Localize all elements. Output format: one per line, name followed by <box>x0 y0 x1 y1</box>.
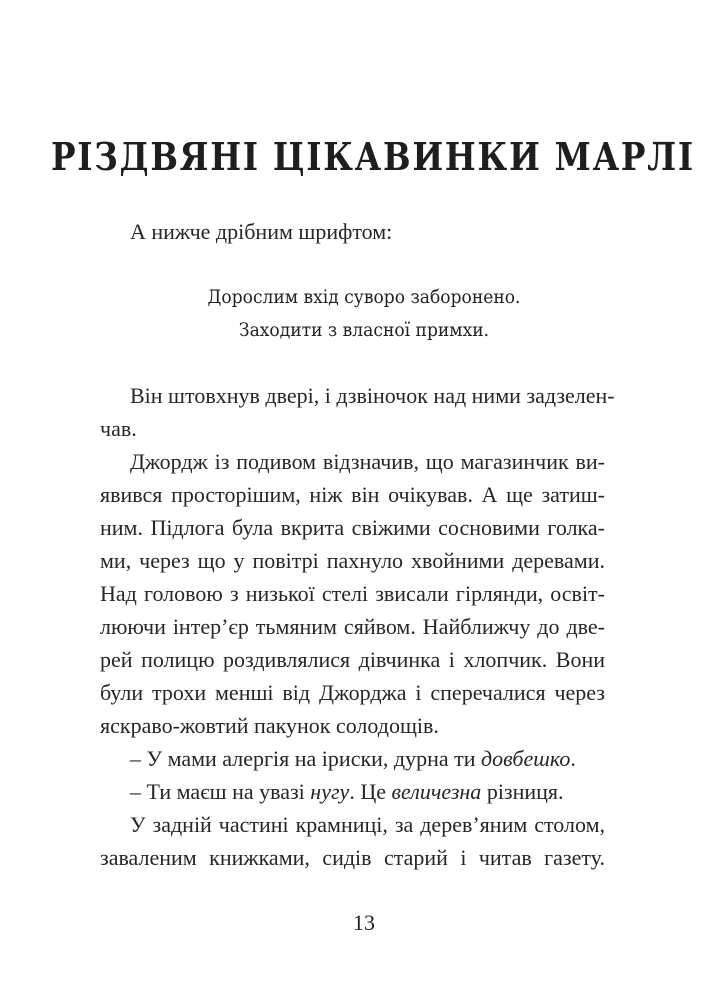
dialog-text: – У мами алергія на іриски, дурна ти <box>130 746 482 771</box>
dialog-italic: нугу <box>310 779 350 804</box>
dialog-text: . <box>570 746 576 771</box>
chapter-title: РІЗДВЯНІ ЦІКАВИНКИ МАРЛІ <box>50 134 695 179</box>
dialog-text: . Це <box>349 779 392 804</box>
dialog-italic: величезна <box>391 779 482 804</box>
dialog-line-1 <box>130 745 576 773</box>
dialog-italic: довбешко <box>481 746 571 771</box>
notice-line-2: Заходити з власної примхи. <box>238 319 490 341</box>
paragraph-line: були трохи менші від Джорджа і сперечалися через <box>100 680 605 705</box>
dialog-text: – Ти маєш на увазі <box>130 779 311 804</box>
paragraph-line: чав. <box>100 416 137 441</box>
dialog-line-2 <box>130 778 564 806</box>
paragraph-line: Джордж із подивом відзначив, що магазинчик ви- <box>130 449 605 474</box>
paragraph-line: ним. Підлога була вкрита свіжими сосновими голка- <box>100 515 605 540</box>
paragraph-line: яскраво-жовтий пакунок солодощів. <box>100 713 439 738</box>
paragraph-line: ми, через що у повітрі пахнуло хвойними деревами. <box>100 548 605 573</box>
paragraph-line: рей полицю роздивлялися дівчинка і хлопчик. Вони <box>100 647 605 672</box>
dialog-text: різниця. <box>481 779 564 804</box>
paragraph-line: Він штовхнув двері, і дзвіночок над ними задзелен- <box>130 383 615 408</box>
page-number: 13 <box>353 910 375 935</box>
paragraph-line: люючи інтер’єр тьмяним сяйвом. Найближчу до две- <box>100 614 605 639</box>
paragraph-line: У задній частині крамниці, за дерев’яним столом, <box>130 812 605 837</box>
paragraph-line: явився просторішим, ніж він очікував. А ще затиш- <box>100 482 605 507</box>
intro-text: А нижче дрібним шрифтом: <box>130 219 393 244</box>
paragraph-line: Над головою з низької стелі звисали гірлянди, освіт- <box>100 581 605 606</box>
notice-line-1: Дорослим вхід суворо заборонено. <box>207 286 521 308</box>
paragraph-line: заваленим книжками, сидів старий і читав газету. <box>100 845 605 870</box>
